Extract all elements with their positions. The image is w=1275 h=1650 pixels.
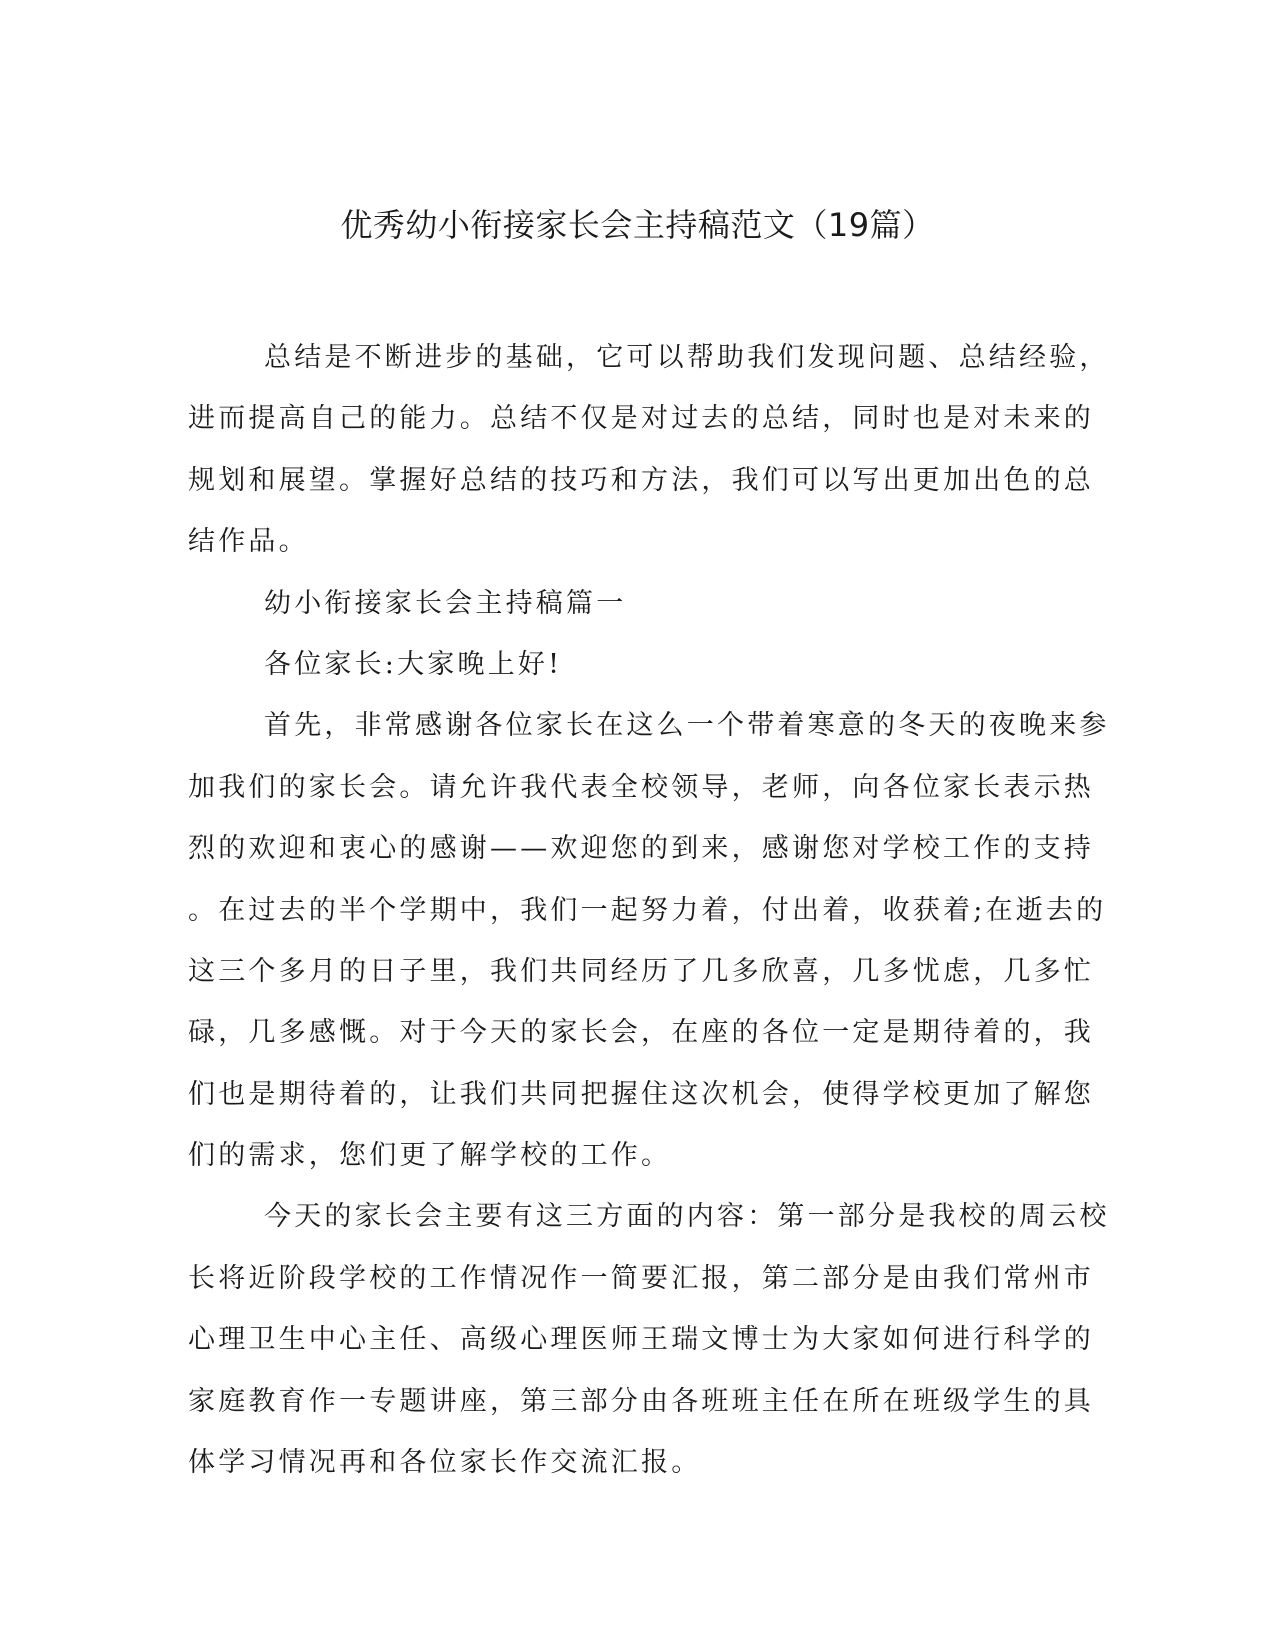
salutation: 各位家长:大家晚上好!: [264, 648, 563, 680]
paragraph-line: 今天的家长会主要有这三方面的内容：第一部分是我校的周云校: [264, 1201, 1110, 1233]
paragraph-line: 规划和展望。掌握好总结的技巧和方法，我们可以写出更加出色的总: [188, 464, 1094, 496]
paragraph-line: 们也是期待着的，让我们共同把握住这次机会，使得学校更加了解您: [188, 1078, 1094, 1110]
paragraph-line: 们的需求，您们更了解学校的工作。: [188, 1140, 672, 1172]
paragraph-line: 家庭教育作一专题讲座，第三部分由各班班主任在所在班级学生的具: [188, 1385, 1094, 1417]
paragraph-line: 烈的欢迎和衷心的感谢——欢迎您的到来，感谢您对学校工作的支持: [188, 833, 1094, 865]
paragraph-line: 加我们的家长会。请允许我代表全校领导，老师，向各位家长表示热: [188, 771, 1094, 803]
paragraph-line: 进而提高自己的能力。总结不仅是对过去的总结，同时也是对未来的: [188, 403, 1094, 435]
paragraph-line: 。在过去的半个学期中，我们一起努力着，付出着，收获着;在逝去的: [188, 894, 1107, 926]
paragraph-line: 总结是不断进步的基础，它可以帮助我们发现问题、总结经验，: [264, 342, 1110, 373]
paragraph-line: 结作品。: [188, 526, 309, 558]
paragraph-line: 这三个多月的日子里，我们共同经历了几多欣喜，几多忧虑，几多忙: [188, 955, 1094, 987]
paragraph-line: 心理卫生中心主任、高级心理医师王瑞文博士为大家如何进行科学的: [188, 1324, 1094, 1356]
paragraph-line: 长将近阶段学校的工作情况作一简要汇报，第二部分是由我们常州市: [188, 1262, 1094, 1294]
document-title: 优秀幼小衔接家长会主持稿范文（19篇）: [340, 206, 935, 244]
section-heading: 幼小衔接家长会主持稿篇一: [264, 587, 627, 619]
document-body: [188, 327, 1110, 1493]
paragraph-line: 碌，几多感慨。对于今天的家长会，在座的各位一定是期待着的，我: [188, 1017, 1094, 1049]
paragraph-line: 首先，非常感谢各位家长在这么一个带着寒意的冬天的夜晚来参: [264, 710, 1110, 742]
paragraph-line: 体学习情况再和各位家长作交流汇报。: [188, 1447, 702, 1479]
